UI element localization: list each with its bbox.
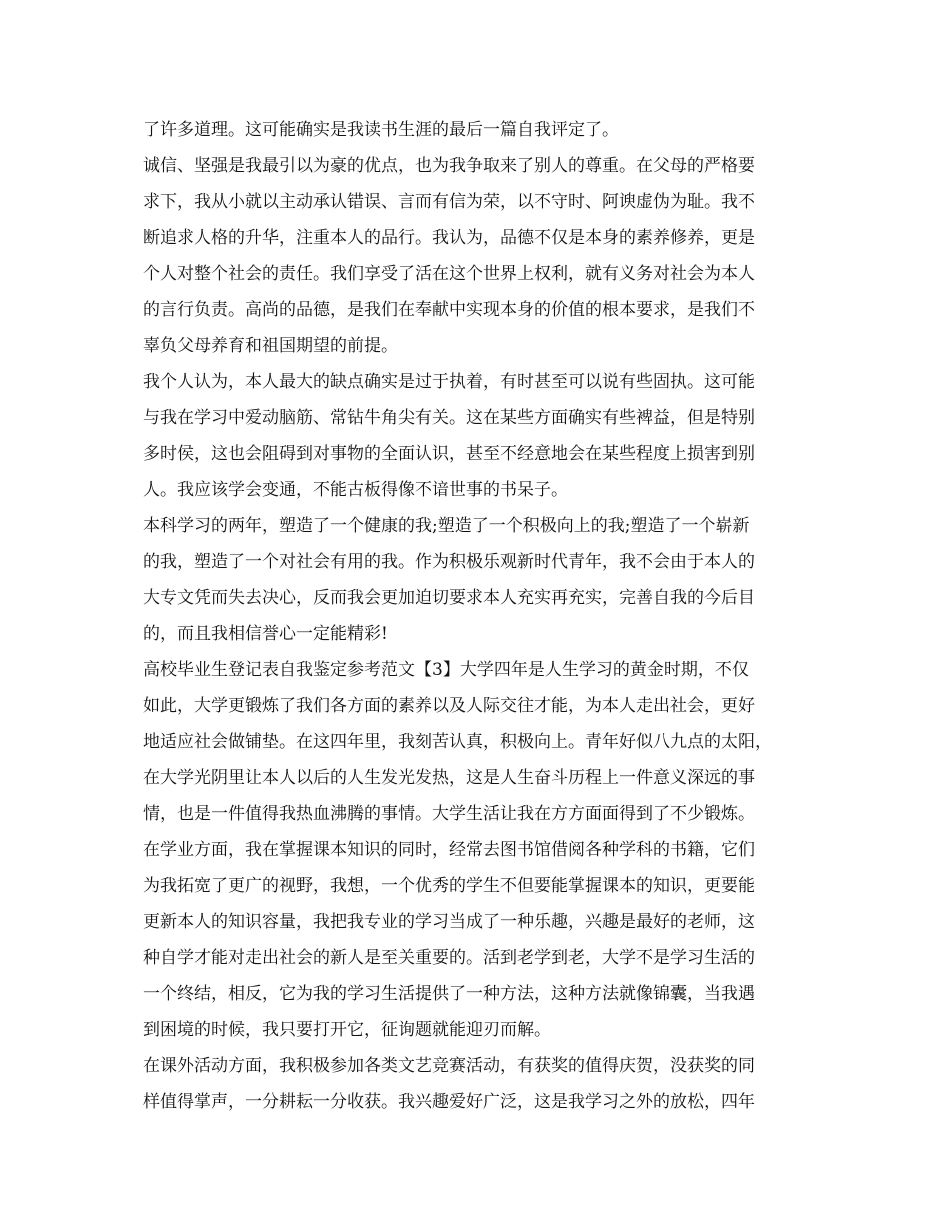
text-line: 个人对整个社会的责任。我们享受了活在这个世界上权利，就有义务对社会为本人 [143,264,755,284]
text-line: 与我在学习中爱动脑筋、常钻牛角尖有关。这在某些方面确实有些裨益，但是特别 [143,408,755,428]
text-line: 在大学光阴里让本人以后的人生发光发热，这是人生奋斗历程上一件意义深远的事 [143,768,755,788]
text-line: 到困境的时候，我只要打开它，征询题就能迎刃而解。 [143,1020,551,1040]
text-line: 辜负父母养育和祖国期望的前提。 [143,336,398,356]
text-line: 本科学习的两年，塑造了一个健康的我;塑造了一个积极向上的我;塑造了一个崭新 [143,516,750,536]
text-line: 高校毕业生登记表自我鉴定参考范文【3】大学四年是人生学习的黄金时期，不仅 [143,660,749,680]
text-line: 样值得掌声，一分耕耘一分收获。我兴趣爱好广泛，这是我学习之外的放松，四年 [143,1092,755,1112]
text-line: 求下，我从小就以主动承认错误、言而有信为荣，以不守时、阿谀虚伪为耻。我不 [143,192,755,212]
text-line: 更新本人的知识容量，我把我专业的学习当成了一种乐趣，兴趣是最好的老师，这 [143,912,755,932]
text-line: 了许多道理。这可能确实是我读书生涯的最后一篇自我评定了。 [143,120,619,140]
text-line: 在学业方面，我在掌握课本知识的同时，经常去图书馆借阅各种学科的书籍，它们 [143,840,755,860]
text-line: 为我拓宽了更广的视野，我想，一个优秀的学生不但要能掌握课本的知识，更要能 [143,876,755,896]
text-line: 人。我应该学会变通，不能古板得像不谙世事的书呆子。 [143,480,568,500]
text-line: 断追求人格的升华，注重本人的品行。我认为，品德不仅是本身的素养修养，更是 [143,228,755,248]
text-line: 一个终结，相反，它为我的学习生活提供了一种方法，这种方法就像锦囊，当我遇 [143,984,755,1004]
text-line: 种自学才能对走出社会的新人是至关重要的。活到老学到老，大学不是学习生活的 [143,948,755,968]
text-line: 诚信、坚强是我最引以为豪的优点，也为我争取来了别人的尊重。在父母的严格要 [143,156,755,176]
text-line: 地适应社会做铺垫。在这四年里，我刻苦认真，积极向上。青年好似八九点的太阳， [143,732,772,752]
document-body [143,112,825,1120]
text-line: 的我，塑造了一个对社会有用的我。作为积极乐观新时代青年，我不会由于本人的 [143,552,755,572]
text-line: 在课外活动方面，我积极参加各类文艺竞赛活动，有获奖的值得庆贺，没获奖的同 [143,1056,755,1076]
text-line: 大专文凭而失去决心，反而我会更加迫切要求本人充实再充实，完善自我的今后目 [143,588,755,608]
text-line: 的，而且我相信誉心一定能精彩! [143,624,388,644]
text-line: 我个人认为，本人最大的缺点确实是过于执着，有时甚至可以说有些固执。这可能 [143,372,755,392]
text-line: 情，也是一件值得我热血沸腾的事情。大学生活让我在方方面面得到了不少锻炼。 [143,804,755,824]
text-line: 多时侯，这也会阻碍到对事物的全面认识，甚至不经意地会在某些程度上损害到别 [143,444,755,464]
text-line: 如此，大学更锻炼了我们各方面的素养以及人际交往才能，为本人走出社会，更好 [143,696,755,716]
text-line: 的言行负责。高尚的品德，是我们在奉献中实现本身的价值的根本要求，是我们不 [143,300,755,320]
